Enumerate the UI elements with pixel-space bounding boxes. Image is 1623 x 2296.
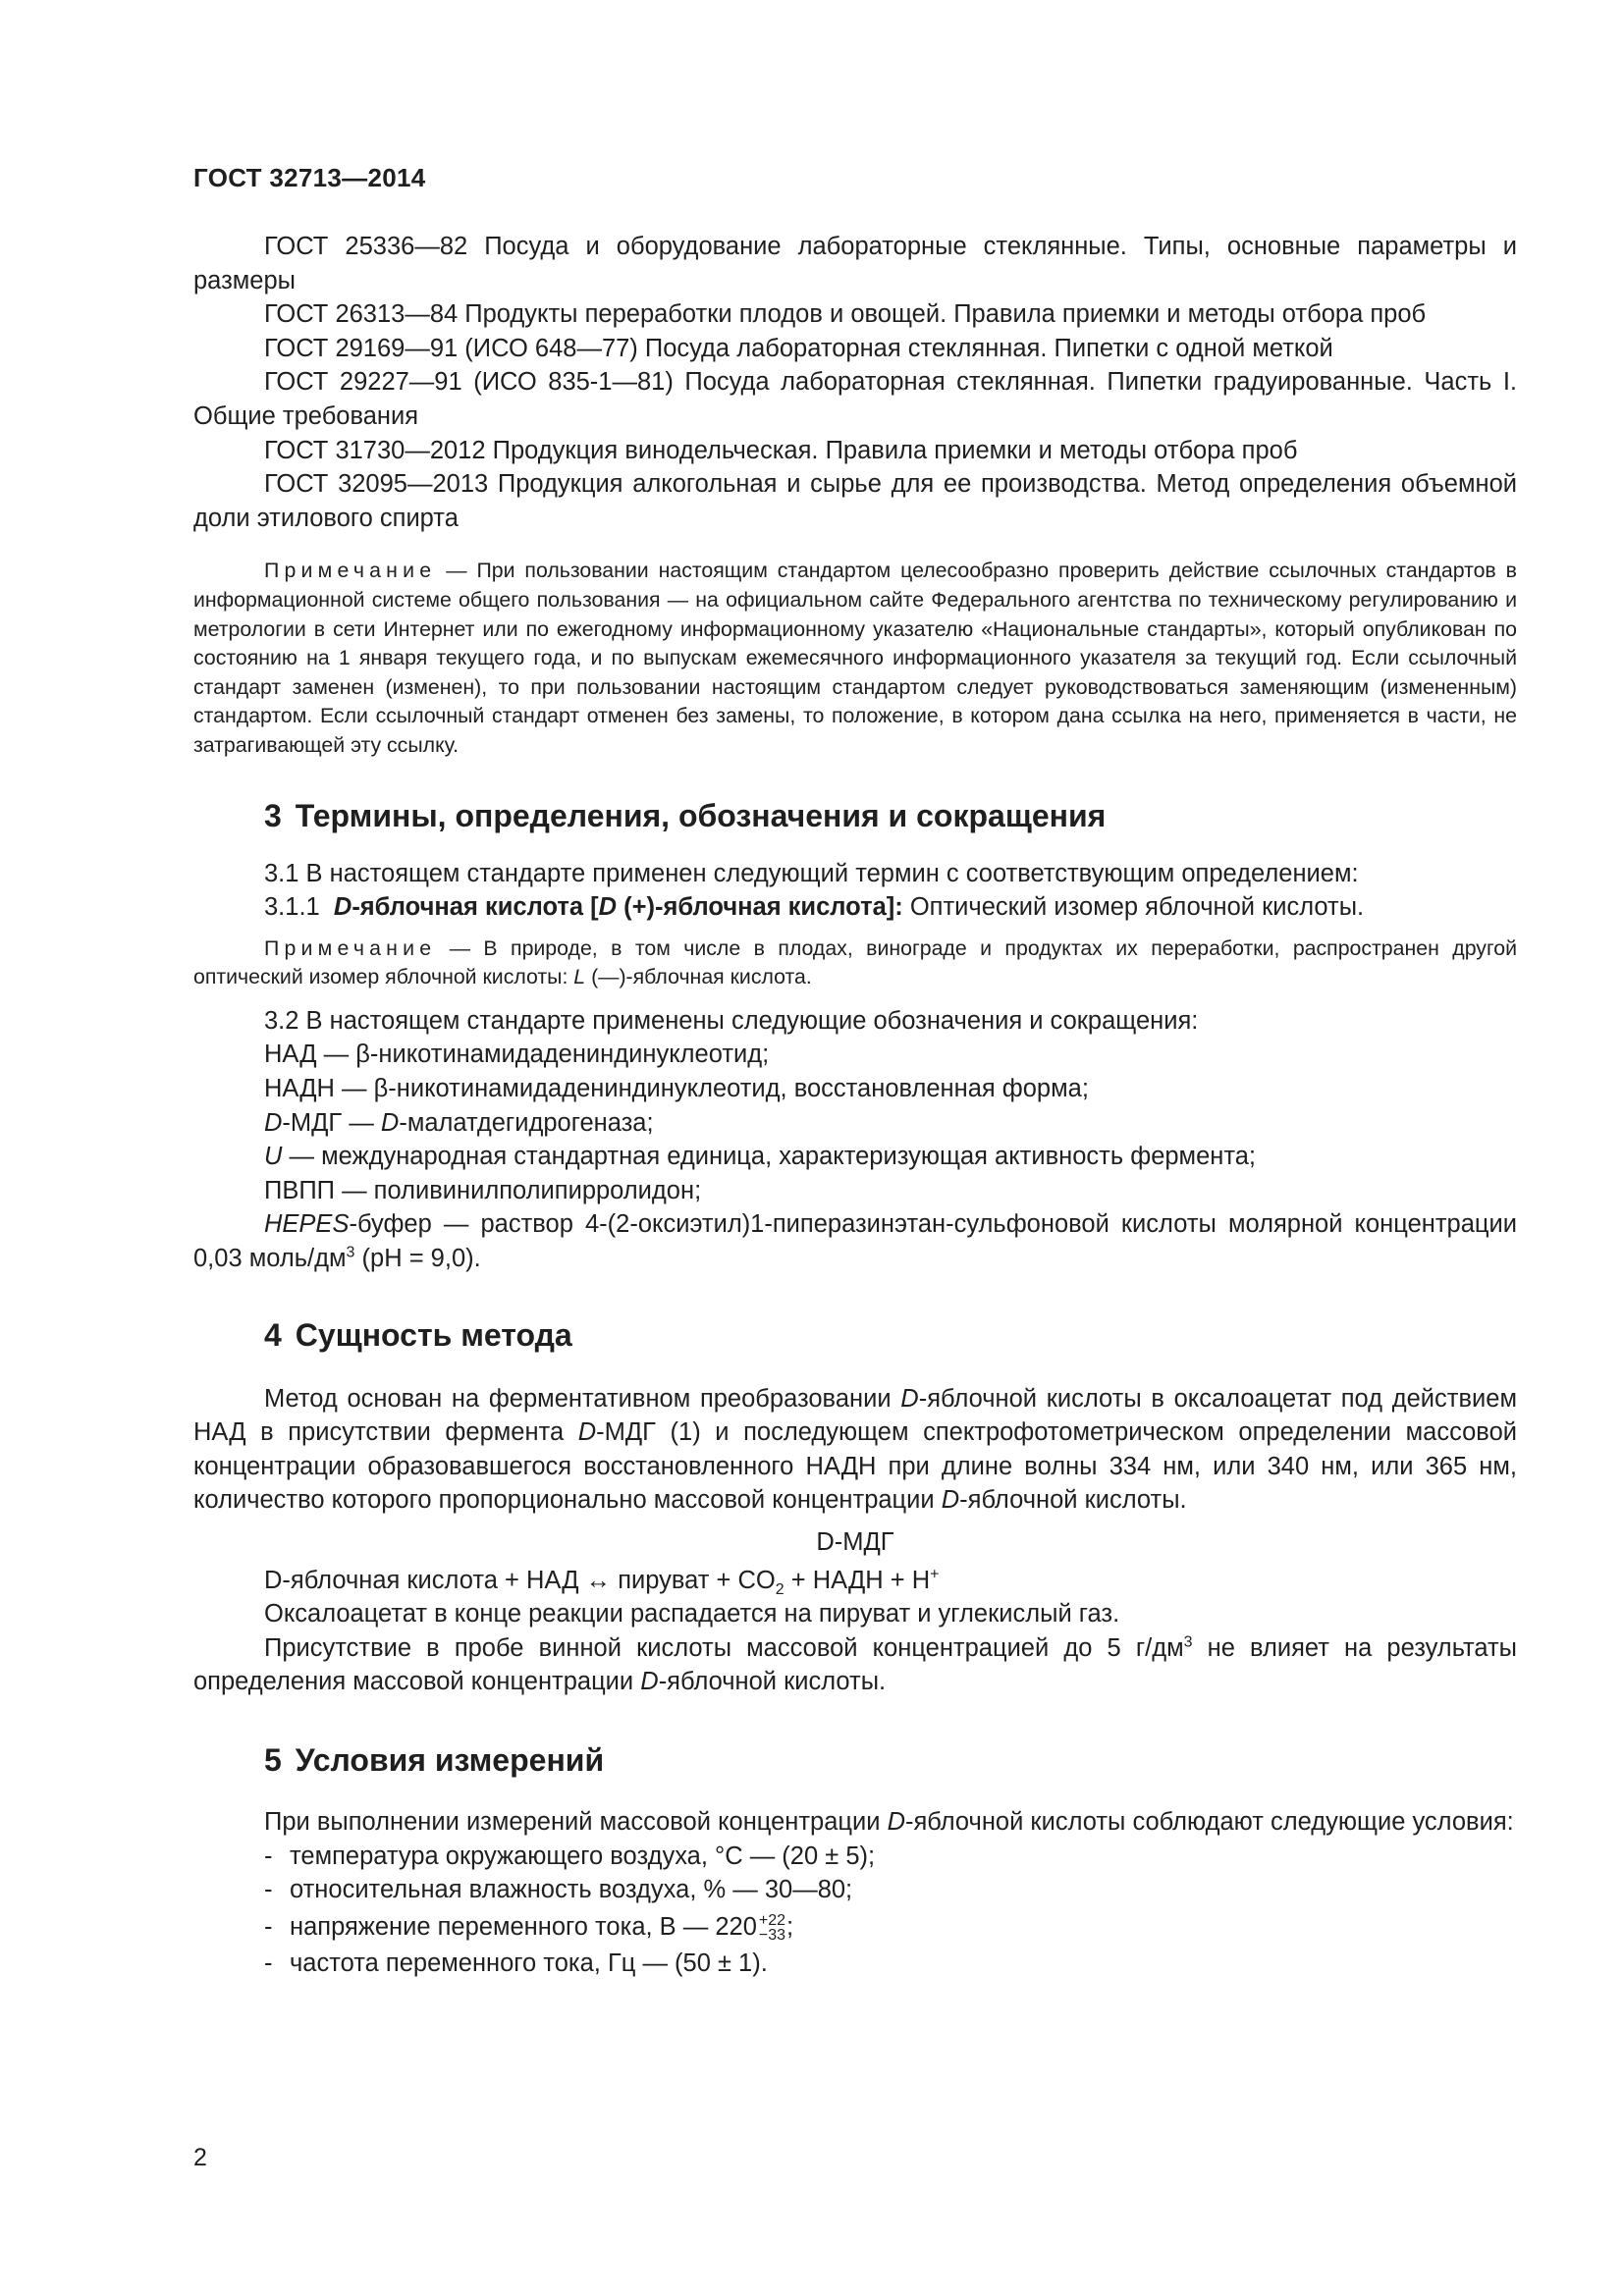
term: D-яблочная кислота [D (+)-яблочная кислота]: — [333, 893, 903, 922]
section-4-heading — [193, 1315, 1517, 1355]
section-number: 3 — [264, 797, 282, 833]
bullet-dash: - — [264, 1949, 273, 1977]
conditions-intro: При выполнении измерений массовой концентрации D-яблочной кислоты соблюдают следующие условия: — [264, 1807, 1514, 1836]
abbreviation-item: D-МДГ — D-малатдегидрогеназа; — [264, 1108, 654, 1137]
abbreviation-item: ПВПП — поливинилполипирролидон; — [264, 1176, 702, 1204]
reaction-enzyme-label: D-МДГ — [816, 1528, 894, 1556]
condition-item: - напряжение переменного тока, В — 220 +22 −33 ; — [193, 1907, 1517, 1947]
reference-item: ГОСТ 32095—2013 Продукция алкогольная и сырье для ее производства. Метод определения объемной доли этилового спирта — [193, 470, 1517, 532]
references-note — [193, 557, 1517, 760]
method-paragraph: Оксалоацетат в конце реакции распадается на пируват и углекислый газ. — [264, 1600, 1120, 1629]
abbreviation-item: U — международная стандартная единица, характеризующая активность фермента; — [264, 1143, 1257, 1171]
term-definition: Оптический изомер яблочной кислоты. — [909, 893, 1365, 922]
section-number: 5 — [264, 1741, 282, 1778]
method-paragraph: Метод основан на ферментативном преобразовании D-яблочной кислоты в оксалоацетат под действием НАД в присутствии фермента D-МДГ (1) и последующем спектрофотометрическом определении массовой концентрации образовавшегося восстановленного НАДН при длине волны 334 нм, или 340 нм, или 365 нм, количество которого пропорционально массовой концентрации D-яблочной кислоты. — [193, 1384, 1517, 1515]
section-number: 4 — [264, 1316, 282, 1353]
bullet-dash: - — [264, 1912, 273, 1941]
term-note: Примечание — В природе, в том числе в плодах, винограде и продуктах их переработки, распространен другой оптический изомер яблочной кислоты: L (—)-яблочная кислота. — [193, 935, 1517, 989]
section-3-heading — [193, 796, 1517, 835]
method-paragraph: Присутствие в пробе винной кислоты массовой концентрацией до 5 $г/дм^3$ не влияет на результаты определения массовой концентрации D-яблочной кислоты. — [193, 1633, 1518, 1696]
clause-3-1-1 — [193, 890, 1517, 925]
reference-item: ГОСТ 31730—2012 Продукция винодельческая. Правила приемки и методы отбора проб — [264, 436, 1298, 464]
condition-item: - температура окружающего воздуха, °С — (20 ± 5); — [193, 1840, 1517, 1874]
abbreviation-item: HEPES-буфер — раствор 4-(2-оксиэтил)1-пиперазинэтан-сульфоновой кислоты молярной концентрации 0,03 моль/$дм^3$ (pH = 9,0). — [193, 1210, 1517, 1273]
voltage-tolerance: +22 −33 — [758, 1912, 786, 1945]
note-label: Примечание — [264, 935, 437, 960]
note-label: Примечание — [264, 559, 437, 583]
reference-item: ГОСТ 29227—91 (ИСО 835-1—81) Посуда лабораторная стеклянная. Пипетки градуированные. Часть I. Общие требования — [193, 368, 1517, 430]
bullet-dash: - — [264, 1842, 273, 1870]
document-body — [193, 230, 1517, 1980]
reference-item: ГОСТ 25336—82 Посуда и оборудование лабораторные стеклянные. Типы, основные параметры и размеры — [193, 233, 1517, 294]
abbreviation-item: НАД — β-никотинамидадениндинуклеотид; — [264, 1041, 770, 1069]
reference-item: ГОСТ 26313—84 Продукты переработки плодов и овощей. Правила приемки и методы отбора проб — [264, 300, 1427, 329]
reference-item: ГОСТ 29169—91 (ИСО 648—77) Посуда лабораторная стеклянная. Пипетки с одной меткой — [264, 334, 1333, 362]
section-title: Сущность метода — [295, 1316, 572, 1353]
reaction-equation: D-яблочная кислота + НАД ↔ пируват + $CO_2$ + НАДН + Н+ — [264, 1566, 940, 1598]
note-text: — При пользовании настоящим стандартом целесообразно проверить действие ссылочных стандартов в информационной системе общего пользования — на официальном сайте Федерального агентства по техническому регулированию и метрологии в сети Интернет или по ежегодному информационному указателю «Национальные стандарты», который опубликован по состоянию на 1 января текущего года, и по выпускам ежемесячного информационного указателя за текущий год. Если ссылочный стандарт заменен (изменен), то при пользовании настоящим стандартом следует руководствоваться заменяющим (измененным) стандартом. Если ссылочный стандарт отменен без замены, то положение, в котором дана ссылка на него, применяется в части, не затрагивающей эту ссылку. — [193, 559, 1517, 757]
abbreviation-item: НАДН — β-никотинамидадениндинуклеотид, восстановленная форма; — [264, 1075, 1089, 1103]
bullet-dash: - — [264, 1876, 273, 1904]
section-5-heading — [193, 1740, 1517, 1780]
document-header-code: ГОСТ 32713—2014 — [193, 163, 426, 192]
condition-item: - частота переменного тока, Гц — (50 ± 1). — [193, 1947, 1517, 1981]
clause-3-1: 3.1 В настоящем стандарте применен следующий термин с соответствующим определением: — [264, 859, 1359, 887]
section-title: Условия измерений — [295, 1741, 605, 1778]
condition-item: - относительная влажность воздуха, % — 30—80; — [193, 1873, 1517, 1907]
clause-number: 3.1.1 — [264, 893, 320, 922]
page-number: 2 — [193, 2144, 207, 2171]
references-list — [193, 230, 1517, 535]
section-title: Термины, определения, обозначения и сокращения — [295, 797, 1107, 833]
clause-3-2: 3.2 В настоящем стандарте применены следующие обозначения и сокращения: — [264, 1006, 1199, 1035]
